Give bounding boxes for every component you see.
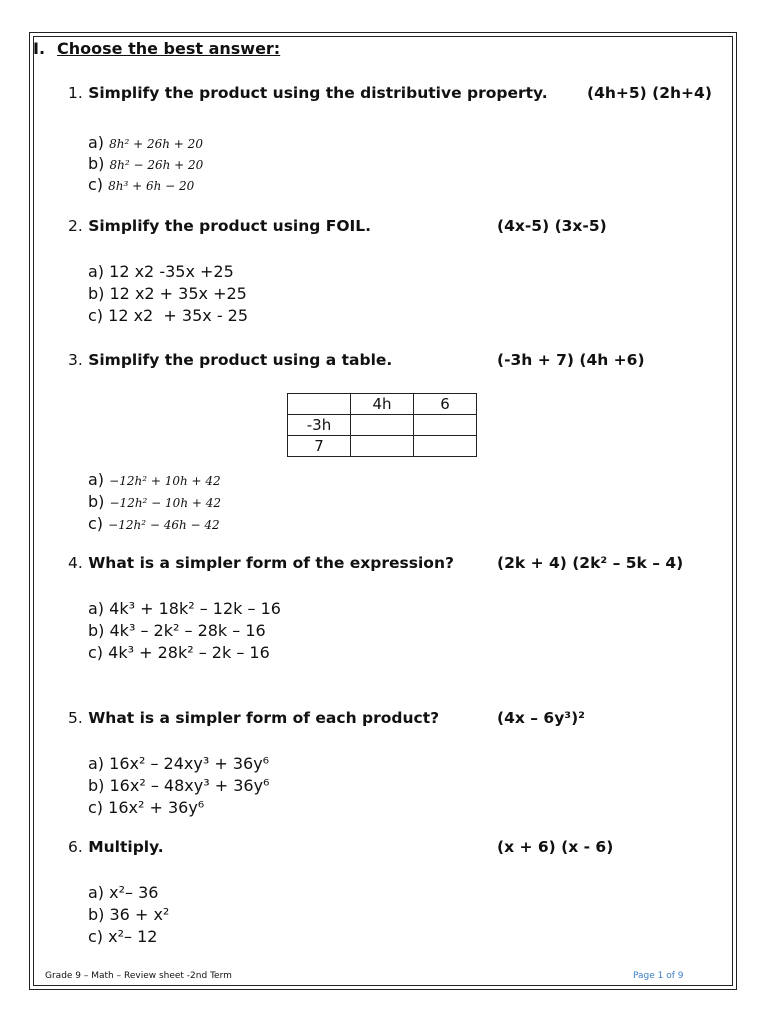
section-number: I. <box>33 39 46 58</box>
multiplication-table <box>287 393 477 457</box>
question-1-option-b: b) 8h² − 26h + 20 <box>88 154 204 173</box>
question-2-option-a: a) 12 x2 -35x +25 <box>88 262 234 281</box>
question-4-option-a: a) 4k³ + 18k² – 12k – 16 <box>88 599 281 618</box>
table-row <box>288 436 477 457</box>
question-4-expression: (2k + 4) (2k² – 5k – 4) <box>497 554 684 572</box>
question-4-prompt <box>68 554 454 572</box>
table-corner-cell <box>288 394 351 415</box>
table-row-header: 7 <box>288 436 351 457</box>
question-5-text: What is a simpler form of each product? <box>88 709 440 727</box>
question-3-text: Simplify the product using a table. <box>88 351 393 369</box>
question-3-option-a: a) −12h² + 10h + 42 <box>88 470 221 489</box>
question-2-option-b: b) 12 x2 + 35x +25 <box>88 284 247 303</box>
question-2-expression: (4x-5) (3x-5) <box>497 217 607 235</box>
table-cell <box>414 415 477 436</box>
section-title: Choose the best answer: <box>57 39 281 58</box>
question-6-text: Multiply. <box>88 838 164 856</box>
question-5-option-c: c) 16x² + 36y⁶ <box>88 798 205 817</box>
question-2-number: 2. <box>68 217 83 235</box>
question-1-number: 1. <box>68 84 83 102</box>
table-row <box>288 394 477 415</box>
question-5-option-b: b) 16x² – 48xy³ + 36y⁶ <box>88 776 270 795</box>
table-cell <box>351 415 414 436</box>
question-6-prompt <box>68 838 164 856</box>
question-2-text: Simplify the product using FOIL. <box>88 217 372 235</box>
question-4-option-b: b) 4k³ – 2k² – 28k – 16 <box>88 621 266 640</box>
question-6-option-a: a) x²– 36 <box>88 883 159 902</box>
question-5-option-a: a) 16x² – 24xy³ + 36y⁶ <box>88 754 270 773</box>
question-3-prompt <box>68 351 392 369</box>
question-3-number: 3. <box>68 351 83 369</box>
question-3-option-b: b) −12h² − 10h + 42 <box>88 492 221 511</box>
table-col-header: 6 <box>414 394 477 415</box>
question-1-option-c: c) 8h³ + 6h − 20 <box>88 175 195 194</box>
question-1-expression: (4h+5) (2h+4) <box>587 84 712 102</box>
question-1-prompt <box>68 84 548 102</box>
table-col-header: 4h <box>351 394 414 415</box>
question-1-text: Simplify the product using the distributive property. <box>88 84 548 102</box>
question-5-prompt <box>68 709 439 727</box>
footer-course-label: Grade 9 – Math – Review sheet -2nd Term <box>45 971 232 981</box>
table-cell <box>351 436 414 457</box>
table-row-header: -3h <box>288 415 351 436</box>
question-5-number: 5. <box>68 709 83 727</box>
question-3-expression: (-3h + 7) (4h +6) <box>497 351 645 369</box>
footer-page-number: Page 1 of 9 <box>633 971 684 981</box>
question-3-option-c: c) −12h² − 46h − 42 <box>88 514 220 533</box>
table-cell <box>414 436 477 457</box>
question-6-option-b: b) 36 + x² <box>88 905 170 924</box>
question-6-number: 6. <box>68 838 83 856</box>
question-4-text: What is a simpler form of the expression? <box>88 554 454 572</box>
question-4-option-c: c) 4k³ + 28k² – 2k – 16 <box>88 643 270 662</box>
question-5-expression: (4x – 6y³)² <box>497 709 585 727</box>
question-6-option-c: c) x²– 12 <box>88 927 158 946</box>
question-2-prompt <box>68 217 371 235</box>
question-1-option-a: a) 8h² + 26h + 20 <box>88 133 203 152</box>
question-4-number: 4. <box>68 554 83 572</box>
question-6-expression: (x + 6) (x - 6) <box>497 838 614 856</box>
table-row <box>288 415 477 436</box>
question-2-option-c: c) 12 x2 + 35x - 25 <box>88 306 249 325</box>
